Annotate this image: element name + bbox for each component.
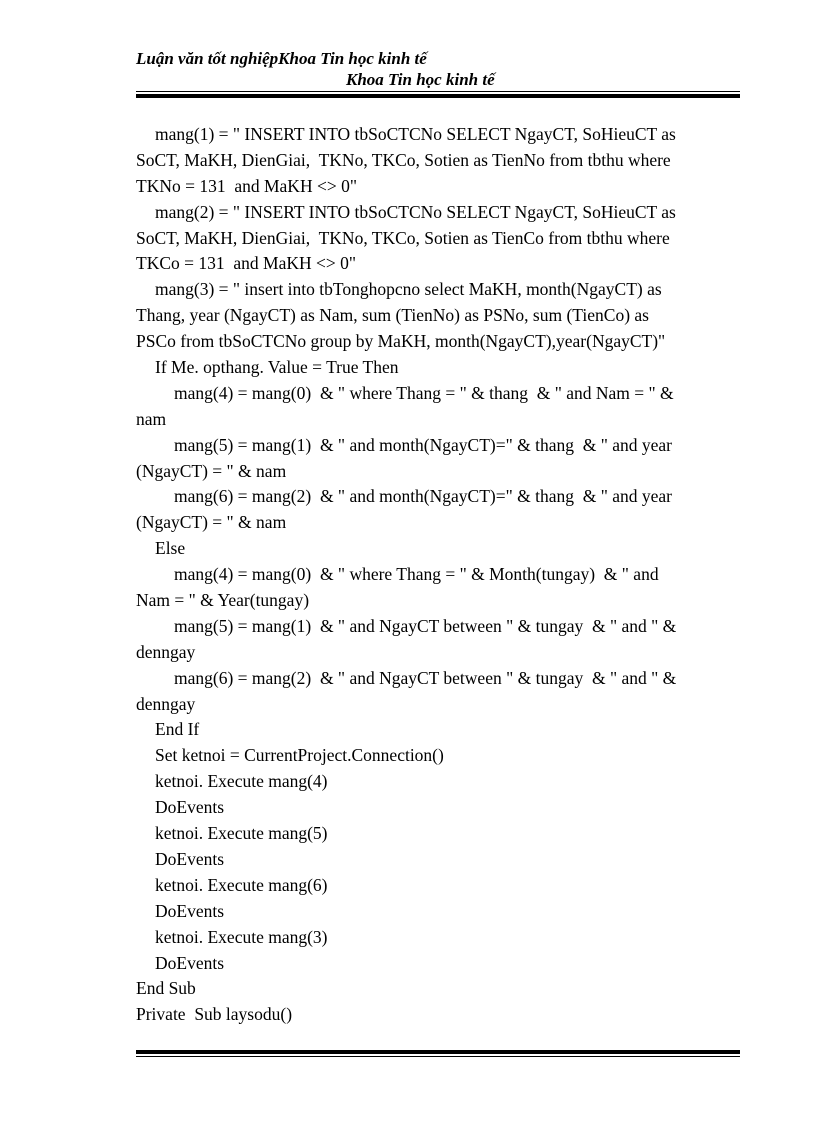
code-line: (NgayCT) = " & nam [136, 512, 287, 533]
code-line: Private Sub laysodu() [136, 1004, 293, 1025]
header-rule-thin [136, 91, 740, 92]
code-line: DoEvents [155, 848, 225, 869]
header-title-line2: Khoa Tin học kinh tế [346, 70, 495, 89]
code-line: Nam = " & Year(tungay) [136, 590, 310, 611]
code-line: TKCo = 131 and MaKH <> 0" [136, 253, 356, 274]
code-line: DoEvents [155, 797, 225, 818]
header-rule-thick [136, 94, 740, 98]
code-line: If Me. opthang. Value = True Then [155, 357, 399, 378]
code-line: Else [155, 538, 186, 559]
code-line: DoEvents [155, 952, 225, 973]
code-line: ketnoi. Execute mang(3) [155, 926, 328, 947]
code-line: mang(6) = mang(2) & " and NgayCT between " & tungay & " and " & [174, 667, 677, 688]
code-line: denngay [136, 693, 196, 714]
code-line: mang(2) = " INSERT INTO tbSoCTCNo SELECT NgayCT, SoHieuCT as [155, 201, 676, 222]
code-line: PSCo from tbSoCTCNo group by MaKH, month(NgayCT),year(NgayCT)" [136, 331, 666, 352]
code-line: mang(5) = mang(1) & " and NgayCT between " & tungay & " and " & [174, 615, 677, 636]
code-line: End Sub [136, 978, 196, 999]
code-line: ketnoi. Execute mang(5) [155, 823, 328, 844]
code-body [136, 122, 726, 1028]
header-rule [136, 91, 740, 98]
code-line: ketnoi. Execute mang(6) [155, 874, 328, 895]
code-line: Set ketnoi = CurrentProject.Connection() [155, 745, 444, 766]
footer-rule-thin [136, 1056, 740, 1057]
code-line: mang(6) = mang(2) & " and month(NgayCT)=" & thang & " and year [174, 486, 672, 507]
footer-rule-thick [136, 1050, 740, 1054]
code-line: SoCT, MaKH, DienGiai, TKNo, TKCo, Sotien as TienNo from tbthu where [136, 149, 671, 170]
footer-rule [136, 1050, 740, 1058]
code-line: Thang, year (NgayCT) as Nam, sum (TienNo) as PSNo, sum (TienCo) as [136, 305, 649, 326]
page-header [136, 48, 740, 90]
code-line: mang(4) = mang(0) & " where Thang = " & thang & " and Nam = " & [174, 382, 674, 403]
code-line: mang(5) = mang(1) & " and month(NgayCT)=" & thang & " and year [174, 434, 672, 455]
code-line: nam [136, 408, 167, 429]
code-line: denngay [136, 641, 196, 662]
code-line: TKNo = 131 and MaKH <> 0" [136, 175, 357, 196]
header-title-line1: Luận văn tốt nghiệpKhoa Tin học kinh tế [136, 49, 427, 68]
code-line: SoCT, MaKH, DienGiai, TKNo, TKCo, Sotien as TienCo from tbthu where [136, 227, 670, 248]
code-line: End If [155, 719, 200, 740]
code-line: mang(3) = " insert into tbTonghopcno select MaKH, month(NgayCT) as [155, 279, 662, 300]
code-line: ketnoi. Execute mang(4) [155, 771, 328, 792]
code-line: (NgayCT) = " & nam [136, 460, 287, 481]
code-line: DoEvents [155, 900, 225, 921]
code-line: mang(4) = mang(0) & " where Thang = " & Month(tungay) & " and [174, 564, 659, 585]
code-line: mang(1) = " INSERT INTO tbSoCTCNo SELECT NgayCT, SoHieuCT as [155, 124, 676, 144]
